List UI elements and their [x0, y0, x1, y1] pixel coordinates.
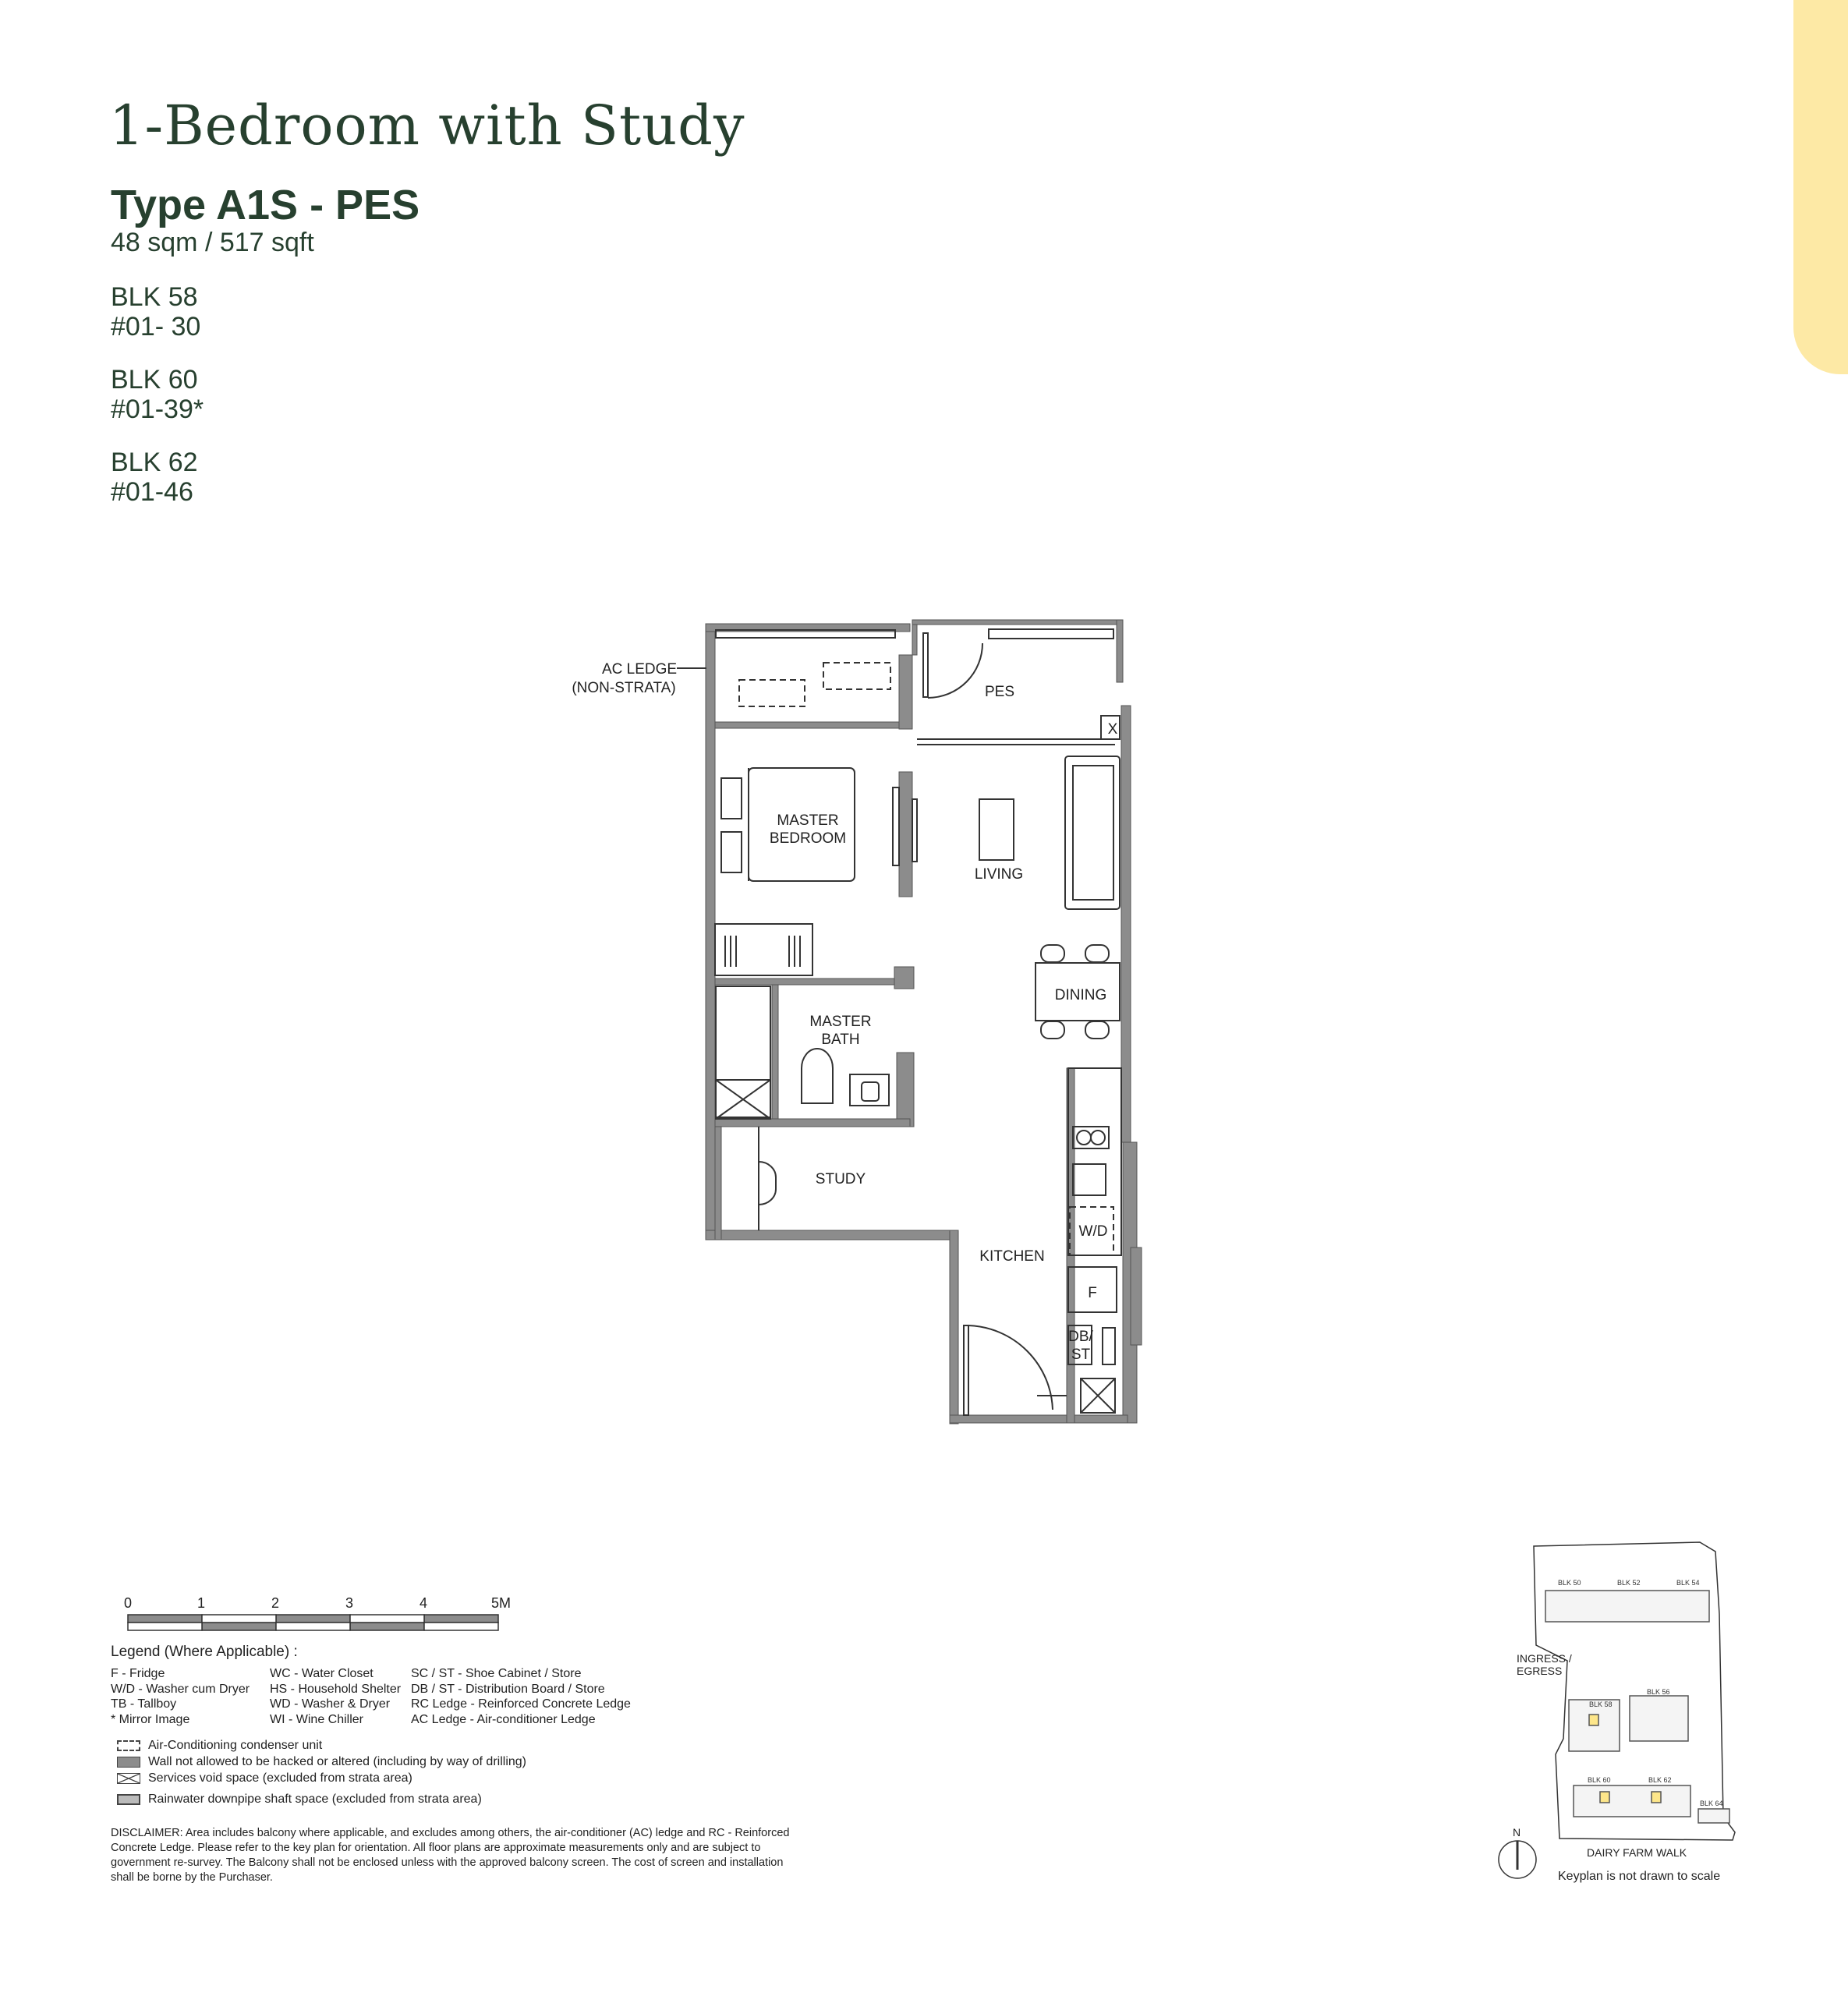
scale-tick: 1	[197, 1595, 206, 1611]
wall-swatch-icon	[117, 1757, 140, 1768]
unit-area: 48 sqm / 517 sqft	[111, 228, 314, 257]
dashed-box-icon	[117, 1740, 140, 1751]
keyplan-block-label: BLK 62	[1648, 1776, 1672, 1784]
legend-item: SC / ST - Shoe Cabinet / Store	[411, 1667, 582, 1680]
scale-tick: 5M	[491, 1595, 512, 1611]
legend-title: Legend (Where Applicable) :	[111, 1644, 298, 1660]
keyplan-egress-label: EGRESS	[1517, 1665, 1563, 1677]
scale-tick: 2	[271, 1595, 280, 1611]
unit-type: Type A1S - PES	[111, 182, 420, 228]
ac-ledge-label: AC LEDGE	[601, 661, 678, 678]
keyplan-block-label: BLK 60	[1588, 1776, 1611, 1784]
master-bedroom-label: BEDROOM	[769, 830, 847, 847]
legend-col-1	[111, 1666, 250, 1727]
keyplan-road-label: DAIRY FARM WALK	[1587, 1846, 1687, 1859]
legend-item: W/D - Washer cum Dryer	[111, 1682, 250, 1696]
keyplan-block-label: BLK 58	[1589, 1700, 1613, 1708]
legend-item: WC - Water Closet	[270, 1667, 373, 1680]
fixtures	[677, 629, 1121, 1415]
master-bath-label: BATH	[821, 1032, 860, 1048]
legend-item: WD - Washer & Dryer	[270, 1697, 391, 1711]
keyplan-block-label: BLK 56	[1647, 1688, 1670, 1696]
disclaimer: DISCLAIMER: Area includes balcony where applicable, and excludes among others, the air-conditioner (AC) ledge and RC - Reinforced Concrete Ledge. Please refer to the key plan for orientation. All floor plans are approximate measurements only and are subject to government re-survey. The Balcony shall not be enclosed unless with the approved balcony screen. The cost of screen and installation shall be borne by the Purchaser.	[111, 1827, 790, 1884]
legend-symbol-downpipe: Rainwater downpipe shaft space (excluded from strata area)	[117, 1793, 482, 1807]
master-bath-label: MASTER	[809, 1014, 872, 1030]
scale-tick: 4	[420, 1595, 428, 1611]
keyplan-note: Keyplan is not drawn to scale	[1558, 1870, 1721, 1883]
page-title: 1-Bedroom with Study	[109, 94, 745, 157]
living-label: LIVING	[974, 866, 1024, 883]
kitchen-label: KITCHEN	[979, 1248, 1045, 1265]
scale-tick: 0	[124, 1595, 133, 1611]
keyplan	[1499, 1542, 1735, 1878]
block-label: BLK 62	[111, 448, 198, 477]
fridge-label: F	[1088, 1285, 1097, 1301]
crossed-box-icon	[117, 1773, 140, 1784]
scale-bar	[128, 1615, 498, 1630]
dining-label: DINING	[1054, 987, 1107, 1003]
legend-symbol-ac: Air-Conditioning condenser unit	[117, 1739, 322, 1753]
block-label: BLK 58	[111, 282, 198, 312]
legend-col-2	[270, 1666, 401, 1727]
keyplan-ingress-label: INGRESS /	[1517, 1652, 1572, 1665]
study-label: STUDY	[815, 1171, 866, 1187]
db-label: DB/	[1068, 1329, 1093, 1345]
wd-label: W/D	[1078, 1223, 1108, 1240]
keyplan-block-label: BLK 52	[1617, 1579, 1641, 1587]
legend-item: WI - Wine Chiller	[270, 1712, 364, 1726]
legend-item: F - Fridge	[111, 1667, 165, 1680]
legend-item: HS - Household Shelter	[270, 1682, 402, 1696]
legend-item: RC Ledge - Reinforced Concrete Ledge	[411, 1697, 631, 1711]
unit-number: #01- 30	[111, 312, 201, 342]
block-label: BLK 60	[111, 365, 198, 395]
keyplan-block-label: BLK 50	[1558, 1579, 1581, 1587]
ac-ledge-sub-label: (NON-STRATA)	[572, 680, 676, 696]
legend-item: AC Ledge - Air-conditioner Ledge	[411, 1712, 596, 1726]
unit-number: #01-39*	[111, 395, 204, 424]
keyplan-block-label: BLK 54	[1676, 1579, 1700, 1587]
db-label: ST	[1071, 1347, 1091, 1363]
downpipe-box-icon	[117, 1794, 140, 1805]
legend-item: TB - Tallboy	[111, 1697, 177, 1711]
scale-tick: 3	[345, 1595, 354, 1611]
legend-item: DB / ST - Distribution Board / Store	[411, 1682, 605, 1696]
unit-number: #01-46	[111, 477, 193, 507]
north-label: N	[1513, 1826, 1521, 1839]
master-bedroom-label: MASTER	[777, 812, 839, 829]
keyplan-block-label: BLK 64	[1700, 1800, 1723, 1807]
legend-symbol-wall: Wall not allowed to be hacked or altered (including by way of drilling)	[117, 1755, 526, 1769]
legend-item: * Mirror Image	[111, 1712, 190, 1726]
legend-col-3	[411, 1666, 631, 1727]
x-label: X	[1107, 721, 1118, 738]
legend-symbol-void: Services void space (excluded from strata area)	[117, 1771, 412, 1785]
pes-label: PES	[984, 684, 1015, 700]
